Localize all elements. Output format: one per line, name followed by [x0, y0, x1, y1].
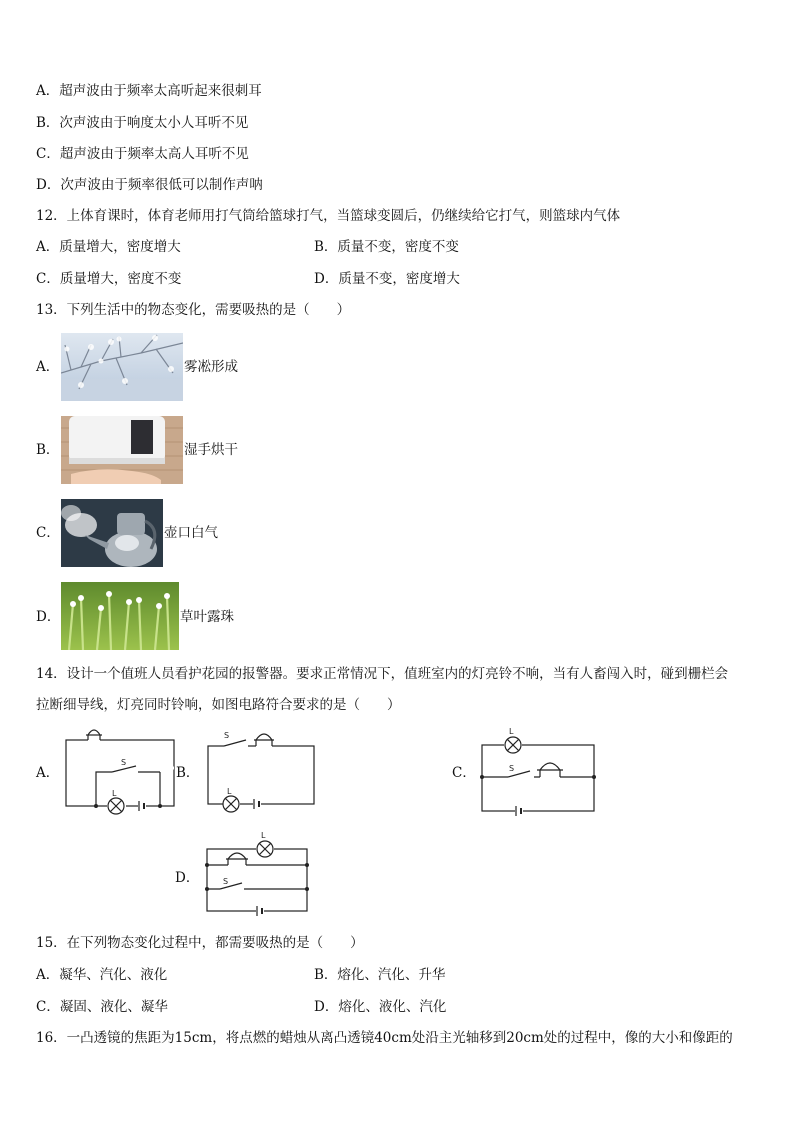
junction-dot — [480, 775, 484, 779]
q13-option-d-caption: 草叶露珠 — [180, 609, 234, 625]
circuit-d-lamp-label: L — [261, 831, 266, 840]
q12-stem: 12．上体育课时，体育老师用打气筒给篮球打气，当篮球变圆后，仍继续给它打气，则篮球内气体 — [36, 208, 621, 224]
q13-option-b-label: B． — [36, 442, 60, 458]
junction-dot — [305, 863, 309, 867]
q12-option-a: A．质量增大，密度增大 — [36, 239, 181, 255]
circuit-a-lamp-label: L — [112, 789, 117, 798]
q14-stem-line2: 拉断细导线，灯亮同时铃响，如图电路符合要求的是（ ） — [36, 697, 401, 713]
junction-dot — [94, 804, 98, 808]
q13-option-c-caption: 壶口白气 — [164, 525, 218, 541]
junction-dot — [305, 887, 309, 891]
q11-option-b: B．次声波由于响度太小人耳听不见 — [36, 115, 249, 131]
q13-option-c-label: C． — [36, 525, 60, 541]
junction-dot — [205, 863, 209, 867]
q13-stem: 13．下列生活中的物态变化，需要吸热的是（ ） — [36, 302, 351, 318]
q15-option-a: A．凝华、汽化、液化 — [36, 967, 168, 983]
circuit-a — [66, 730, 174, 814]
circuit-b-switch-label: S — [224, 731, 230, 740]
q15-option-d: D．熔化、液化、汽化 — [314, 999, 447, 1015]
q14-stem-line1: 14．设计一个值班人员看护花园的报警器。要求正常情况下，值班室内的灯亮铃不响，当有人畜闯入时，碰到栅栏会 — [36, 666, 729, 682]
circuit-d — [207, 841, 307, 916]
circuit-c-switch-label: S — [509, 764, 515, 773]
q14-option-b-label: B． — [176, 765, 200, 781]
junction-dot — [158, 804, 162, 808]
q11-option-a: A．超声波由于频率太高听起来很刺耳 — [36, 83, 262, 99]
junction-dot — [592, 775, 596, 779]
q16-stem: 16．一凸透镜的焦距为15cm，将点燃的蜡烛从离凸透镜40cm处沿主光轴移到20cm处的过程中，像的大小和像距的 — [36, 1030, 733, 1046]
q11-option-d: D．次声波由于频率很低可以制作声呐 — [36, 177, 263, 193]
q14-option-d-label: D． — [175, 870, 200, 886]
circuit-c — [482, 737, 594, 816]
q15-option-b: B．熔化、汽化、升华 — [314, 967, 446, 983]
q12-option-d: D．质量不变，密度增大 — [314, 271, 460, 287]
q15-option-c: C．凝固、液化、凝华 — [36, 999, 168, 1015]
q12-option-c: C．质量增大，密度不变 — [36, 271, 182, 287]
q12-option-b: B．质量不变，密度不变 — [314, 239, 459, 255]
circuit-a-switch-label: S — [121, 758, 127, 767]
q13-option-a-caption: 雾凇形成 — [184, 359, 238, 375]
circuit-c-lamp-label: L — [509, 727, 514, 736]
circuit-b-lamp-label: L — [227, 787, 232, 796]
junction-dot — [205, 887, 209, 891]
q13-option-b-caption: 湿手烘干 — [184, 442, 238, 458]
circuit-b — [208, 734, 314, 812]
q14-option-c-label: C． — [452, 765, 476, 781]
q13-option-d-label: D． — [36, 609, 61, 625]
q14-option-a-label: A． — [36, 765, 60, 781]
circuit-d-switch-label: S — [223, 877, 229, 886]
q11-option-c: C．超声波由于频率太高人耳听不见 — [36, 146, 249, 162]
q15-stem: 15．在下列物态变化过程中，都需要吸热的是（ ） — [36, 935, 364, 951]
q13-option-a-label: A． — [36, 359, 60, 375]
